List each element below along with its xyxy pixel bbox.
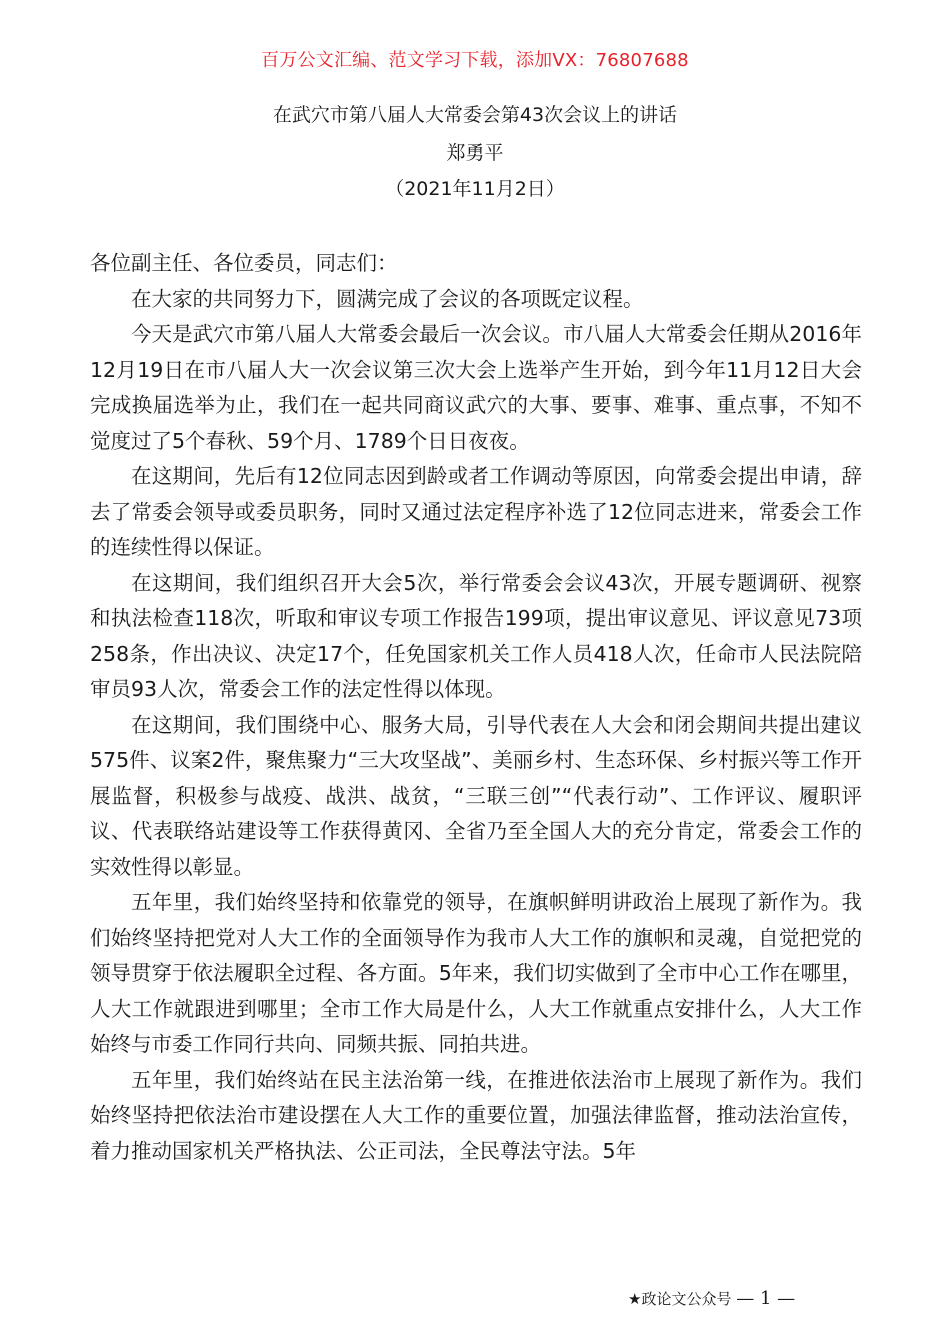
paragraph: 五年里，我们始终站在民主法治第一线，在推进依法治市上展现了新作为。我们始终坚持把依法治市建设摆在人大工作的重要位置，加强法律监督，推动法治宣传，着力推动国家机关严格执法、公正司法，全民尊法守法。5年 bbox=[90, 1067, 862, 1163]
paragraph: 今天是武穴市第八届人大常委会最后一次会议。市八届人大常委会任期从2016年12月19日在市八届人大一次会议第三次大会上选举产生开始，到今年11月12日大会完成换届选举为止，我们在一起共同商议武穴的大事、要事、难事、重点事，不知不觉度过了5个春秋、59个月、1789个日日夜夜。 bbox=[90, 322, 862, 453]
paragraph: 在大家的共同努力下，圆满完成了会议的各项既定议程。 bbox=[131, 286, 644, 311]
paragraph: 在这期间，我们组织召开大会5次，举行常委会会议43次，开展专题调研、视察和执法检查118次，听取和审议专项工作报告199项，提出审议意见、评议意见73项258条，作出决议、决定17个，任免国家机关工作人员418人次，任命市人民法院陪审员93人次，常委会工作的法定性得以体现。 bbox=[90, 570, 862, 701]
speech-author: 郑勇平 bbox=[446, 142, 504, 164]
paragraph: 在这期间，我们围绕中心、服务大局，引导代表在人大会和闭会期间共提出建议575件、议案2件，聚焦聚力“三大攻坚战”、美丽乡村、生态环保、乡村振兴等工作开展监督，积极参与战疫、战洪、战贫，“三联三创”“代表行动”、工作评议、履职评议、代表联络站建设等工作获得黄冈、全省乃至全国人大的充分肯定，常委会工作的实效性得以彰显。 bbox=[90, 712, 862, 879]
paragraph: 在这期间，先后有12位同志因到龄或者工作调动等原因，向常委会提出申请，辞去了常委会领导或委员职务，同时又通过法定程序补选了12位同志进来，常委会工作的连续性得以保证。 bbox=[90, 464, 862, 559]
paragraph: 五年里，我们始终坚持和依靠党的领导，在旗帜鲜明讲政治上展现了新作为。我们始终坚持把党对人大工作的全面领导作为我市人大工作的旗帜和灵魂，自觉把党的领导贯穿于依法履职全过程、各方面。5年来，我们切实做到了全市中心工作在哪里，人大工作就跟进到哪里；全市工作大局是什么，人大工作就重点安排什么，人大工作始终与市委工作同行共向、同频共振、同拍共进。 bbox=[90, 890, 862, 1056]
speech-title: 在武穴市第八届人大常委会第43次会议上的讲话 bbox=[272, 104, 678, 126]
download-banner: 百万公文汇编、范文学习下载，添加VX：76807688 bbox=[261, 50, 689, 71]
footer-source: ★政论文公众号 bbox=[628, 1290, 732, 1308]
salutation: 各位副主任、各位委员，同志们： bbox=[90, 251, 398, 275]
page-number: — 1 — bbox=[736, 1288, 796, 1309]
speech-date: （2021年11月2日） bbox=[385, 178, 565, 200]
speech-body bbox=[90, 246, 862, 1169]
page-footer bbox=[628, 1288, 795, 1309]
